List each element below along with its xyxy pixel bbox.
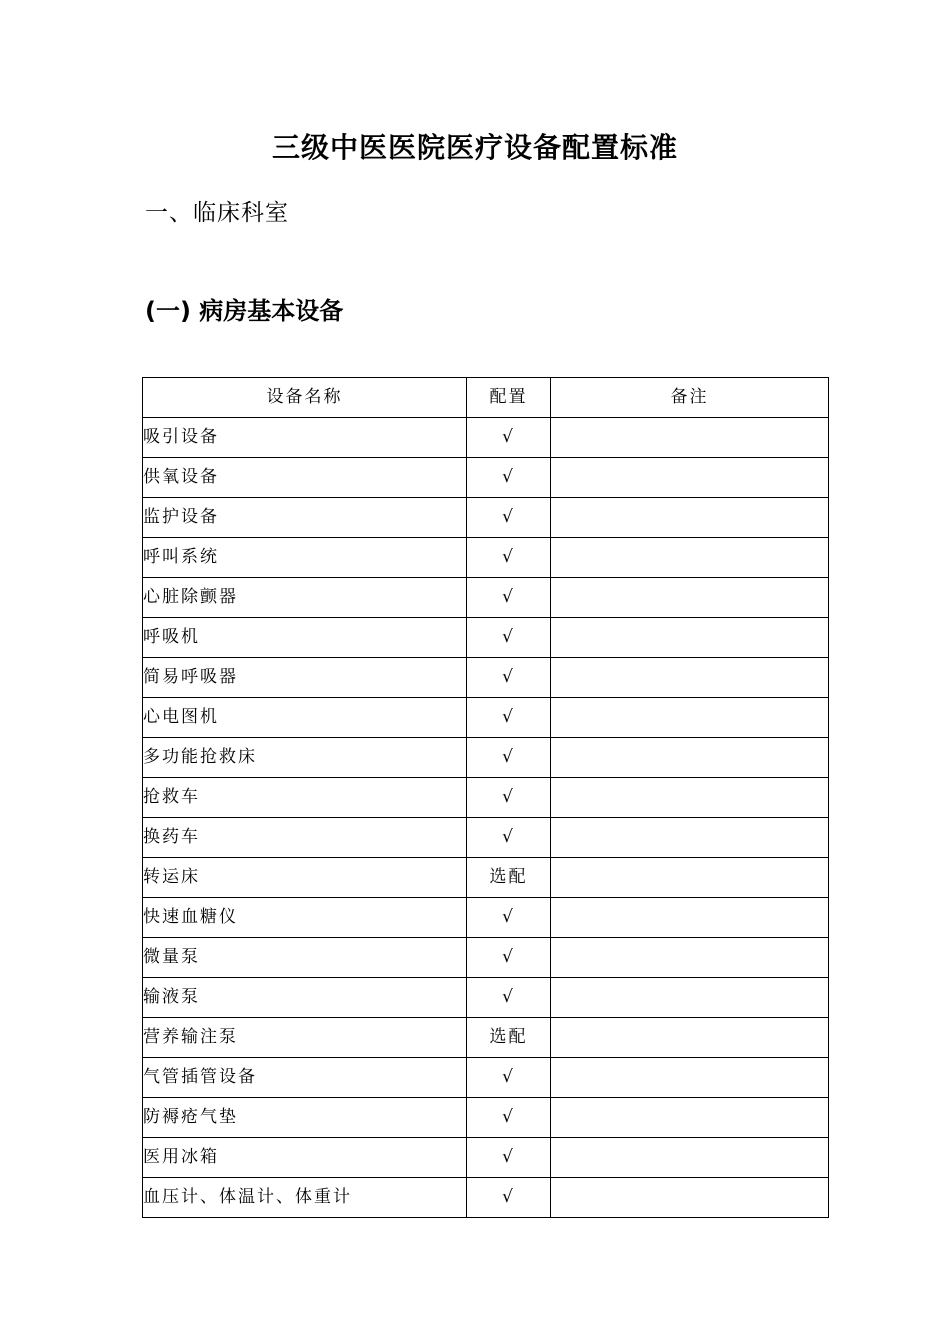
note-cell bbox=[551, 898, 829, 938]
config-cell: √ bbox=[467, 418, 551, 458]
note-cell bbox=[551, 938, 829, 978]
table-row bbox=[143, 778, 829, 818]
note-cell bbox=[551, 858, 829, 898]
note-cell bbox=[551, 738, 829, 778]
equipment-name-cell: 换药车 bbox=[143, 818, 467, 858]
table-header-row bbox=[143, 378, 829, 418]
equipment-name-cell: 吸引设备 bbox=[143, 418, 467, 458]
equipment-name-cell: 微量泵 bbox=[143, 938, 467, 978]
config-cell: √ bbox=[467, 1138, 551, 1178]
equipment-name-cell: 输液泵 bbox=[143, 978, 467, 1018]
table-row bbox=[143, 938, 829, 978]
table-row bbox=[143, 978, 829, 1018]
equipment-name-cell: 心电图机 bbox=[143, 698, 467, 738]
config-cell: √ bbox=[467, 458, 551, 498]
note-cell bbox=[551, 1058, 829, 1098]
table-row bbox=[143, 1098, 829, 1138]
document-title: 三级中医医院医疗设备配置标准 bbox=[271, 131, 678, 164]
equipment-name-cell: 呼叫系统 bbox=[143, 538, 467, 578]
note-cell bbox=[551, 578, 829, 618]
equipment-name-cell: 供氧设备 bbox=[143, 458, 467, 498]
table-row bbox=[143, 698, 829, 738]
section-heading: 一、临床科室 bbox=[145, 200, 289, 226]
config-cell: √ bbox=[467, 778, 551, 818]
note-cell bbox=[551, 618, 829, 658]
config-cell: √ bbox=[467, 1178, 551, 1218]
equipment-table bbox=[142, 377, 829, 1218]
config-cell: √ bbox=[467, 538, 551, 578]
header-note: 备注 bbox=[551, 378, 829, 418]
equipment-name-cell: 气管插管设备 bbox=[143, 1058, 467, 1098]
config-cell: √ bbox=[467, 818, 551, 858]
header-equipment-name: 设备名称 bbox=[143, 378, 467, 418]
note-cell bbox=[551, 698, 829, 738]
table-row bbox=[143, 818, 829, 858]
config-cell: √ bbox=[467, 498, 551, 538]
note-cell bbox=[551, 658, 829, 698]
table-row bbox=[143, 1018, 829, 1058]
table-row bbox=[143, 458, 829, 498]
config-cell: √ bbox=[467, 578, 551, 618]
config-cell: √ bbox=[467, 738, 551, 778]
note-cell bbox=[551, 1138, 829, 1178]
config-cell: √ bbox=[467, 618, 551, 658]
table-row bbox=[143, 578, 829, 618]
equipment-name-cell: 监护设备 bbox=[143, 498, 467, 538]
equipment-name-cell: 快速血糖仪 bbox=[143, 898, 467, 938]
config-cell: 选配 bbox=[467, 858, 551, 898]
config-cell: 选配 bbox=[467, 1018, 551, 1058]
config-cell: √ bbox=[467, 1058, 551, 1098]
table-row bbox=[143, 898, 829, 938]
note-cell bbox=[551, 778, 829, 818]
table-row bbox=[143, 538, 829, 578]
equipment-name-cell: 心脏除颤器 bbox=[143, 578, 467, 618]
config-cell: √ bbox=[467, 698, 551, 738]
subsection-heading: (一) 病房基本设备 bbox=[145, 297, 344, 325]
note-cell bbox=[551, 1018, 829, 1058]
equipment-name-cell: 呼吸机 bbox=[143, 618, 467, 658]
config-cell: √ bbox=[467, 898, 551, 938]
table-row bbox=[143, 418, 829, 458]
equipment-name-cell: 防褥疮气垫 bbox=[143, 1098, 467, 1138]
table-row bbox=[143, 1138, 829, 1178]
note-cell bbox=[551, 978, 829, 1018]
table-row bbox=[143, 498, 829, 538]
equipment-name-cell: 营养输注泵 bbox=[143, 1018, 467, 1058]
table-row bbox=[143, 658, 829, 698]
table-row bbox=[143, 858, 829, 898]
note-cell bbox=[551, 1098, 829, 1138]
config-cell: √ bbox=[467, 1098, 551, 1138]
table-row bbox=[143, 618, 829, 658]
note-cell bbox=[551, 458, 829, 498]
config-cell: √ bbox=[467, 938, 551, 978]
header-config: 配置 bbox=[467, 378, 551, 418]
note-cell bbox=[551, 418, 829, 458]
table-row bbox=[143, 738, 829, 778]
table-row bbox=[143, 1178, 829, 1218]
note-cell bbox=[551, 818, 829, 858]
equipment-name-cell: 医用冰箱 bbox=[143, 1138, 467, 1178]
equipment-name-cell: 多功能抢救床 bbox=[143, 738, 467, 778]
config-cell: √ bbox=[467, 658, 551, 698]
note-cell bbox=[551, 538, 829, 578]
table-row bbox=[143, 1058, 829, 1098]
equipment-name-cell: 简易呼吸器 bbox=[143, 658, 467, 698]
equipment-name-cell: 抢救车 bbox=[143, 778, 467, 818]
note-cell bbox=[551, 1178, 829, 1218]
config-cell: √ bbox=[467, 978, 551, 1018]
note-cell bbox=[551, 498, 829, 538]
equipment-name-cell: 血压计、体温计、体重计 bbox=[143, 1178, 467, 1218]
table-body bbox=[143, 418, 829, 1218]
equipment-name-cell: 转运床 bbox=[143, 858, 467, 898]
